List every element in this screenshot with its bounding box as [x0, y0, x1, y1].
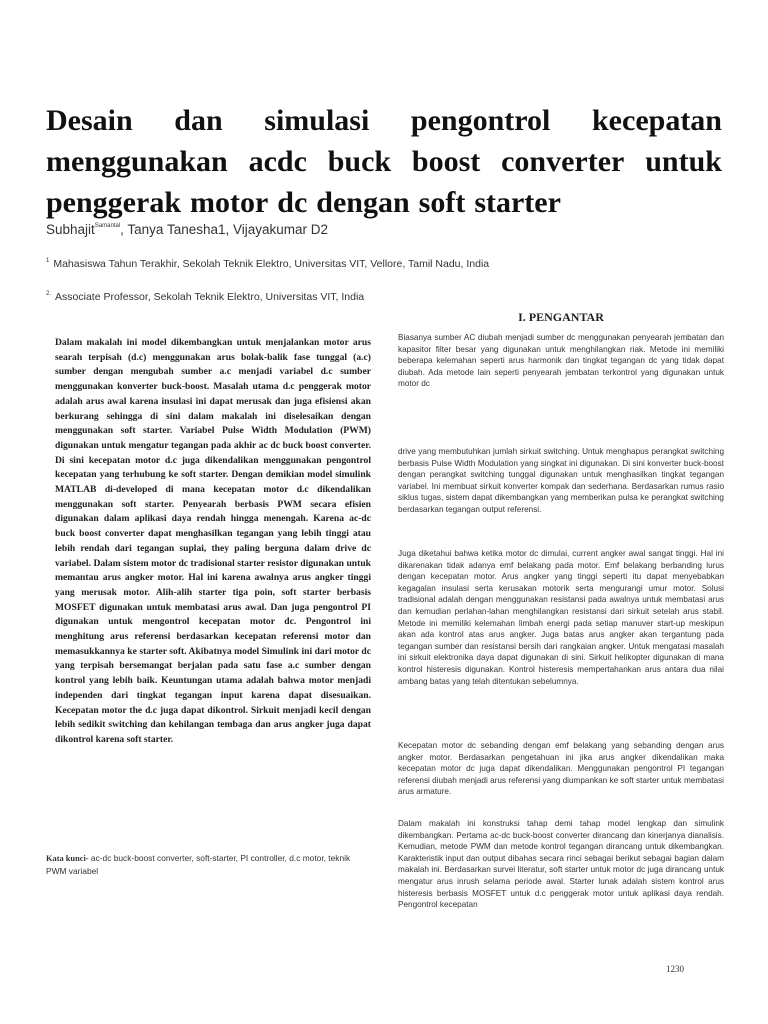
intro-paragraph-5: Dalam makalah ini konstruksi tahap demi tahap model lengkap dan simulink dikembangkan. Pertama ac-dc buck-boost converter dirancang dan kinerjanya dianalisis. Kemudian, metode PWM dan metode kontrol tegangan dirancang untuk dikembangkan. Karakteristik input dan output dibahas secara rinci sebagai berikut sebagai bagian dalam makalah ini. Berdasarkan survei literatur, soft starter untuk motor dc juga dirancang untuk mengatur arus inrush selama periode awal. Starter lunak adalah sistem kontrol arus histeresis berbasis MOSFET untuk d.c penggerak motor untuk aplikasi daya rendah. Pengontrol kecepatan: [398, 819, 724, 910]
title-word: dengan: [316, 186, 410, 219]
author-first-superscript: Samantal: [94, 223, 121, 229]
title-word: penggerak: [46, 186, 181, 219]
keywords-label: Kata kunci-: [46, 854, 89, 863]
title-line: [46, 141, 722, 182]
title-word: soft: [418, 186, 466, 219]
title-word: starter: [474, 186, 561, 219]
title-word: converter: [501, 145, 625, 178]
intro-paragraph-4: Kecepatan motor dc sebanding dengan emf belakang yang sebanding dengan arus angker motor. Berdasarkan pengetahuan ini jika arus angker dikendalikan maka kecepatan motor dc juga dapat dikendalikan. Menggunakan pengontrol PI tegangan referensi diubah menjadi arus referensi yang diumpankan ke soft starter untuk membatasi arus armature.: [398, 741, 724, 797]
intro-paragraph-1: Biasanya sumber AC diubah menjadi sumber dc menggunakan penyearah jembatan dan kapasitor filter besar yang digunakan untuk menghilangkan riak. Metode ini memiliki beberapa kelemahan seperti arus harmonik dan tingkat tegangan dc yang tidak dapat diubah. Ada metode lain seperti penyearah jembatan terkontrol yang digunakan untuk motor dc: [398, 333, 724, 389]
affiliation-2-text: Associate Professor, Sekolah Teknik Elektro, Universitas VIT, India: [55, 291, 365, 303]
title-line: [46, 100, 722, 141]
title-word: boost: [411, 145, 481, 178]
keywords-text: ac-dc buck-boost converter, soft-starter, PI controller, d.c motor, teknik PWM variabel: [46, 853, 351, 876]
title-word: untuk: [645, 145, 722, 178]
title-line: [46, 182, 722, 223]
title-word: dc: [277, 186, 308, 219]
author-rest: , Tanya Tanesha1, Vijayakumar D2: [120, 222, 329, 237]
paper-title: [46, 100, 722, 223]
affiliation-1: [46, 258, 726, 270]
abstract: Dalam makalah ini model dikembangkan untuk menjalankan motor arus searah terpisah (d.c) menggunakan arus bolak-balik fase tunggal (a.c) sumber dengan mengubah sumber a.c menjadi variabel d.c sumber menggunakan konverter buck-boost. Masalah utama d.c penggerak motor adalah arus awal karena insulasi ini dapat merusak dan juga efisiensi akan berkurang sehingga di sini dalam makalah ini diselesaikan dengan menggunakan soft starter. Variabel Pulse Width Modulation (PWM) digunakan untuk mengatur tegangan pada akhir ac dc buck boost converter. Di sini kecepatan motor d.c juga dikendalikan menggunakan pengontrol kecepatan yang terhubung ke soft starter. Dengan demikian model simulink MATLAB di-developed di mana kecepatan motor d.c dikendalikan menggunakan soft starter. Penyearah berbasis PWM secara efisien digunakan dalam aplikasi daya rendah hingga menengah. Karena ac-dc buck boost converter dapat menghasilkan tegangan yang lebih tinggi atau lebih rendah dari tegangan suplai, they paling berguna dalam drive dc variabel. Dalam sistem motor dc tradisional starter resistor digunakan untuk memantau arus angker motor. Hal ini karena awalnya arus angker tinggi yang merusak motor. Alih-alih starter tiga poin, soft starter berbasis MOSFET digunakan untuk membatasi arus awal. Dan juga pengontrol PI digunakan untuk mengontrol kecepatan motor dc. Pengontrol ini menghitung arus referensi berdasarkan kecepatan referensi motor dan memasukkannya ke starter soft. Akibatnya model Simulink ini dari motor dc yang terpisah bersemangat berjalan pada satu fase a.c sumber dengan kontrol yang lebih baik. Keuntungan utama adalah bahwa motor menjadi independen dari tingkat tegangan input karena dapat disesuaikan. Kecepatan motor the d.c juga dapat dikontrol. Sirkuit menjadi kecil dengan lebih sedikit switching dan kehilangan tembaga dan arus angker juga dapat dikontrol karena soft starter.: [55, 337, 371, 745]
title-word: Desain: [46, 104, 133, 137]
affiliation-1-text: Mahasiswa Tahun Terakhir, Sekolah Teknik Elektro, Universitas VIT, Vellore, Tamil Nadu, India: [53, 258, 490, 270]
affiliation-1-mark: 1: [46, 258, 50, 264]
author-first: Subhajit: [46, 222, 95, 237]
intro-paragraph-2: drive yang membutuhkan jumlah sirkuit switching. Untuk menghapus perangkat switching berbasis Pulse Width Modulation yang singkat ini digunakan. Di sini konverter buck-boost dengan perangkat switching tunggal digunakan untuk menghasilkan tingkat tegangan variabel. Ini membuat sirkuit konverter kompak dan sederhana. Berdasarkan rumus rasio siklus tugas, sistem dapat dikembangkan yang memberikan pulsa ke perangkat switching berdasarkan tegangan output referensi.: [398, 447, 724, 514]
title-word: pengontrol: [410, 104, 551, 137]
section-heading: I. PENGANTAR: [518, 310, 604, 324]
title-word: kecepatan: [592, 104, 722, 137]
affiliation-2-mark: 2.: [46, 291, 52, 297]
page-number: 1230: [666, 964, 684, 974]
title-word: buck: [327, 145, 392, 178]
title-word: acdc: [248, 145, 307, 178]
title-word: dan: [174, 104, 223, 137]
intro-paragraph-3: Juga diketahui bahwa ketika motor dc dimulai, current angker awal sangat tinggi. Hal ini dikarenakan tidak adanya emf belakang pada motor. Emf belakang berbanding lurus dengan kecepatan motor. Arus angker yang tinggi seperti itu dapat menyebabkan kegagalan insulasi serta kerusakan motorik serta mengurangi umur motor. Solusi tradisional adalah dengan menggunakan resistansi pada awalnya untuk membatasi arus dan kemudian perlahan-lahan menghilangkan resistansi dari sirkuit setelah arus stabil. Metode ini memiliki kelemahan limbah energi pada setiap manuver start-up meskipun akan ada kontrol atas arus angker. Juga batas arus angker akan tergantung pada tegangan sumber dan resistansi bersih dari rangkaian angker. Untuk mengatasi masalah ini sirkuit elektronika daya dapat digunakan di sini. Sirkuit helikopter digunakan di mana kontrol histeresis digunakan. Kontrol histeresis mempertahankan arus antara dua nilai ambang batas yang telah ditentukan sebelumnya.: [398, 549, 724, 686]
title-word: menggunakan: [46, 145, 228, 178]
keywords: [46, 852, 372, 878]
title-word: simulasi: [264, 104, 370, 137]
author-line: [46, 222, 726, 237]
title-word: motor: [190, 186, 269, 219]
affiliation-2: [46, 291, 726, 303]
